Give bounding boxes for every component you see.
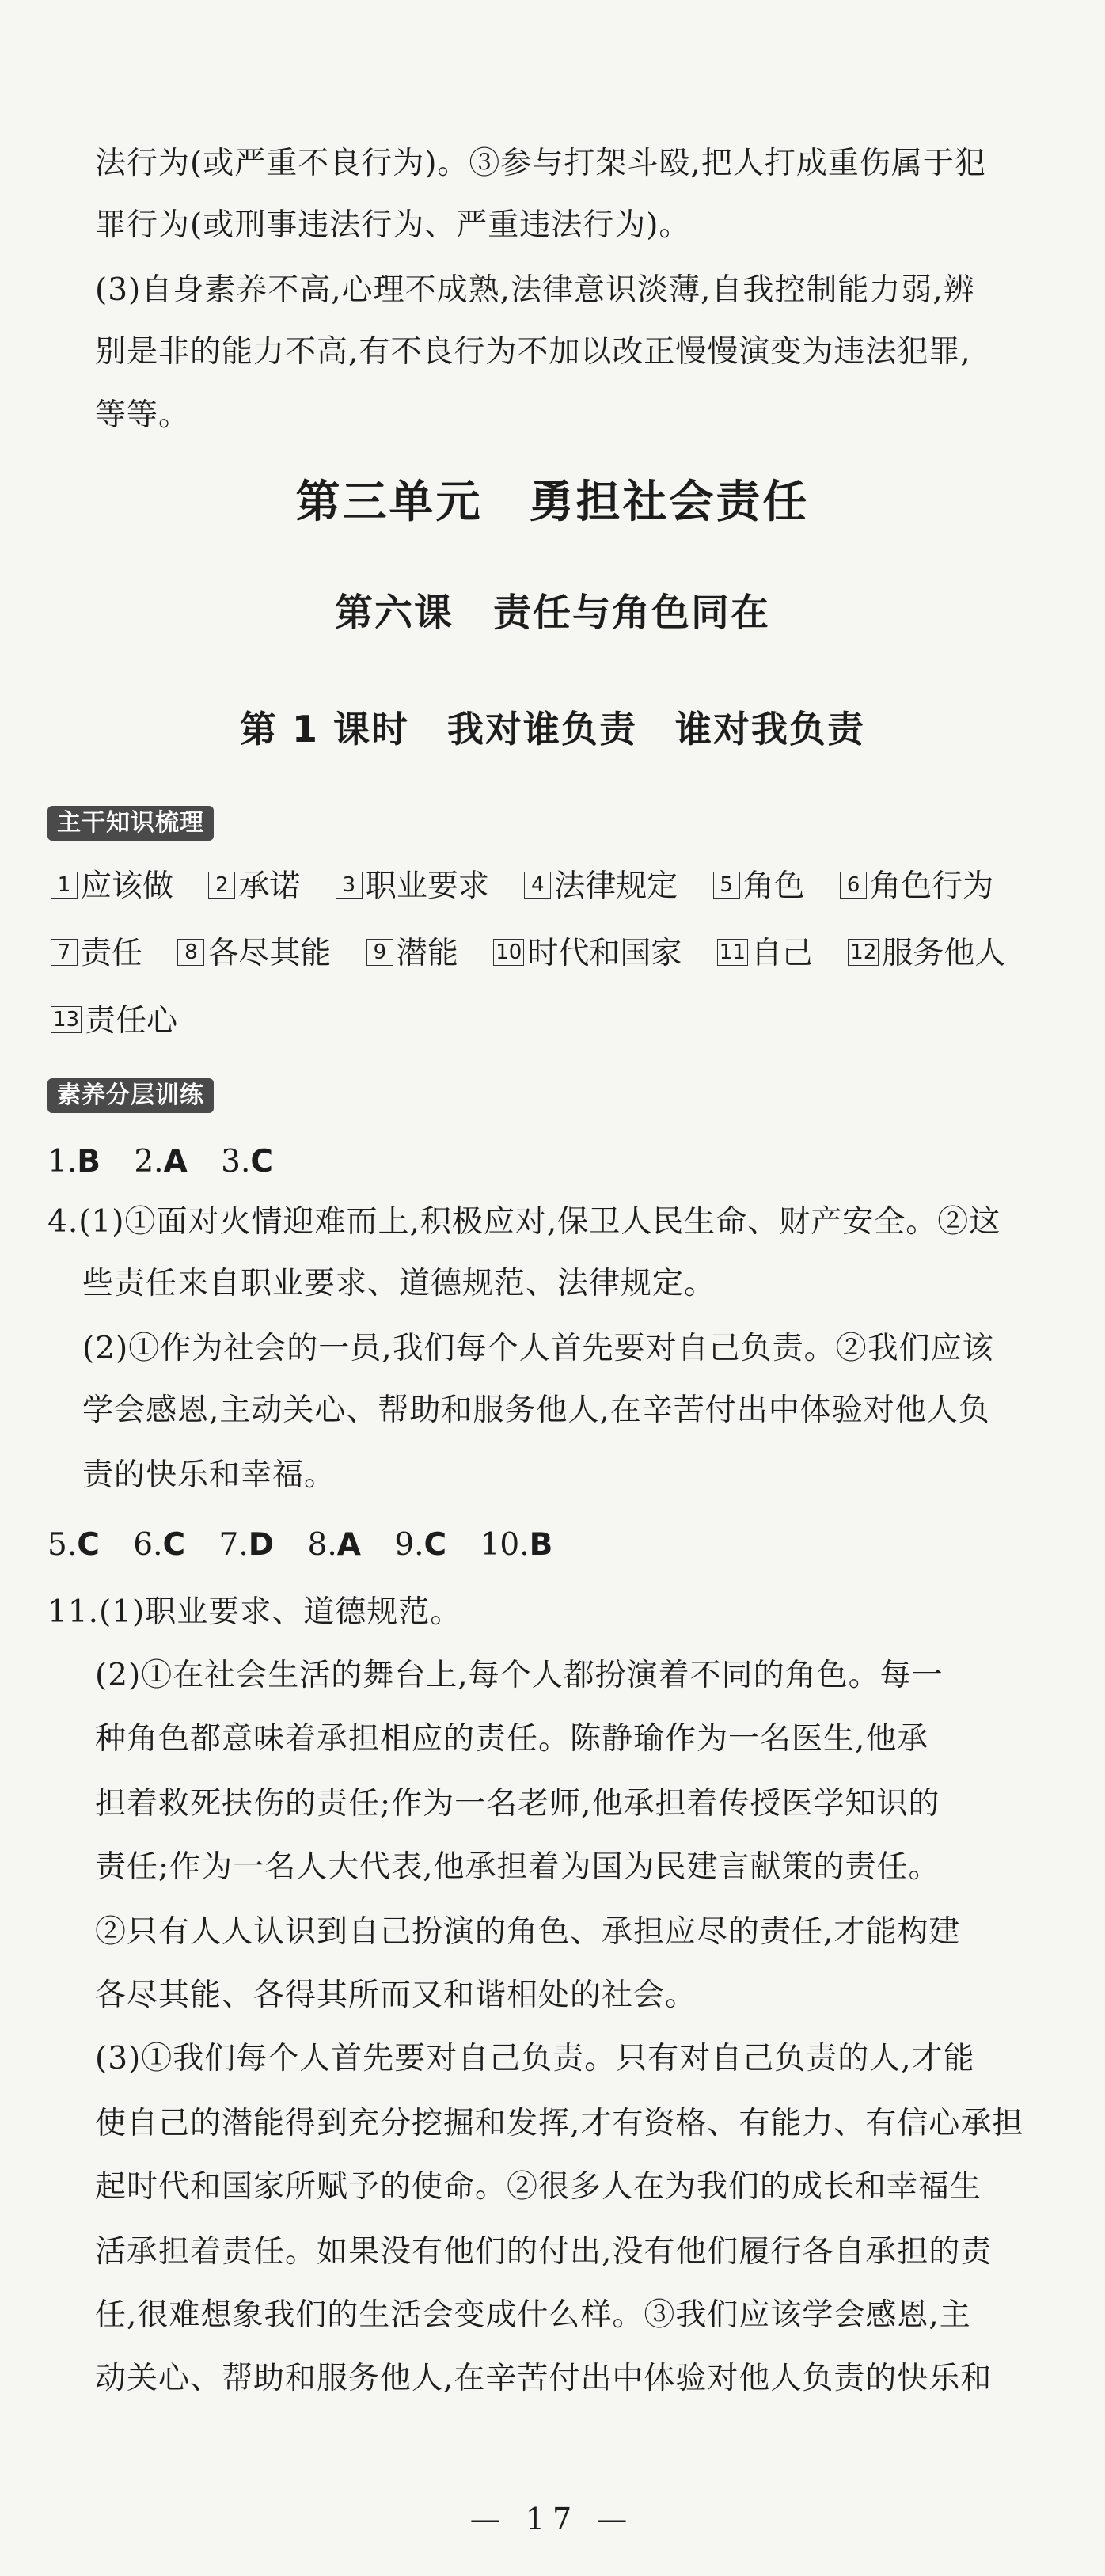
mc-answer: 5.C: [47, 1527, 100, 1563]
text-line: 法行为(或严重不良行为)。③参与打架斗殴,把人打成重伤属于犯: [95, 146, 986, 181]
knowledge-item: 4 法律规定: [524, 863, 678, 910]
answer-line: 担着救死扶伤的责任;作为一名老师,他承担着传授医学知识的: [95, 1786, 940, 1822]
text-line: 别是非的能力不高,有不良行为不加以改正慢慢演变为违法犯罪,: [95, 334, 971, 370]
mc-answer: 6.C: [133, 1527, 186, 1563]
knowledge-item: 10 时代和国家: [493, 930, 682, 978]
answer-line: 些责任来自职业要求、道德规范、法律规定。: [82, 1266, 716, 1301]
answer-line: 责任;作为一名人大代表,他承担着为国为民建言献策的责任。: [95, 1849, 940, 1885]
mc-answer: 10.B: [480, 1527, 553, 1563]
training-tag: 素养分层训练: [47, 1078, 214, 1113]
knowledge-row: [51, 997, 203, 1045]
answer-line: 4.(1)①面对火情迎难而上,积极应对,保卫人民生命、财产安全。②这: [47, 1204, 1001, 1240]
mc-answer: 1.B: [47, 1144, 101, 1180]
answer-line: (2)①在社会生活的舞台上,每个人都扮演着不同的角色。每一: [95, 1658, 944, 1693]
knowledge-item: 11 自己: [717, 930, 813, 978]
answer-line: 11.(1)职业要求、道德规范。: [47, 1594, 462, 1630]
answer-line: 各尽其能、各得其所而又和谐相处的社会。: [95, 1978, 697, 2013]
section-title: 第 1 课时 我对谁负责 谁对我负责: [239, 708, 866, 750]
text-line: 罪行为(或刑事违法行为、严重违法行为)。: [95, 207, 691, 243]
answer-line: 起时代和国家所赋予的使命。②很多人在为我们的成长和幸福生: [95, 2169, 982, 2205]
mc-answer: 9.C: [394, 1527, 447, 1563]
knowledge-tag: 主干知识梳理: [47, 806, 214, 841]
knowledge-item: 1 应该做: [51, 863, 173, 910]
answer-line: (3)①我们每个人首先要对自己负责。只有对自己负责的人,才能: [95, 2041, 975, 2076]
answer-line: 责的快乐和幸福。: [82, 1457, 336, 1493]
knowledge-row: [51, 930, 1005, 978]
knowledge-row: [51, 863, 993, 910]
answer-line: (2)①作为社会的一员,我们每个人首先要对自己负责。②我们应该: [82, 1331, 994, 1366]
answer-line: 学会感恩,主动关心、帮助和服务他人,在辛苦付出中体验对他人负: [82, 1392, 990, 1428]
knowledge-item: 9 潜能: [366, 930, 458, 978]
mc-answer: 2.A: [134, 1144, 188, 1180]
mc-answers-row: [47, 1138, 297, 1186]
answer-line: 使自己的潜能得到充分挖掘和发挥,才有资格、有能力、有信心承担: [95, 2106, 1024, 2141]
knowledge-item: 12 服务他人: [848, 930, 1005, 978]
knowledge-item: 2 承诺: [208, 863, 300, 910]
unit-title: 第三单元 勇担社会责任: [295, 477, 810, 528]
knowledge-item: 3 职业要求: [336, 863, 489, 910]
answer-line: 动关心、帮助和服务他人,在辛苦付出中体验对他人负责的快乐和: [95, 2361, 993, 2396]
knowledge-item: 7 责任: [51, 930, 142, 978]
knowledge-item: 13 责任心: [51, 997, 177, 1045]
lesson-title: 第六课 责任与角色同在: [334, 591, 770, 635]
answer-line: 种角色都意味着承担相应的责任。陈静瑜作为一名医生,他承: [95, 1721, 929, 1757]
knowledge-item: 8 各尽其能: [177, 930, 331, 978]
knowledge-item: 6 角色行为: [840, 863, 993, 910]
text-line: (3)自身素养不高,心理不成熟,法律意识淡薄,自我控制能力弱,辨: [95, 272, 975, 308]
mc-answers-row: [47, 1522, 576, 1569]
answer-line: ②只有人人认识到自己扮演的角色、承担应尽的责任,才能构建: [95, 1914, 961, 1950]
text-line: 等等。: [95, 397, 191, 433]
page-number: — 17 —: [469, 2502, 636, 2536]
mc-answer: 3.C: [221, 1144, 274, 1180]
answer-line: 任,很难想象我们的生活会变成什么样。③我们应该学会感恩,主: [95, 2297, 971, 2333]
answer-line: 活承担着责任。如果没有他们的付出,没有他们履行各自承担的责: [95, 2234, 993, 2270]
mc-answer: 8.A: [307, 1527, 361, 1563]
mc-answer: 7.D: [218, 1527, 275, 1563]
knowledge-item: 5 角色: [713, 863, 805, 910]
